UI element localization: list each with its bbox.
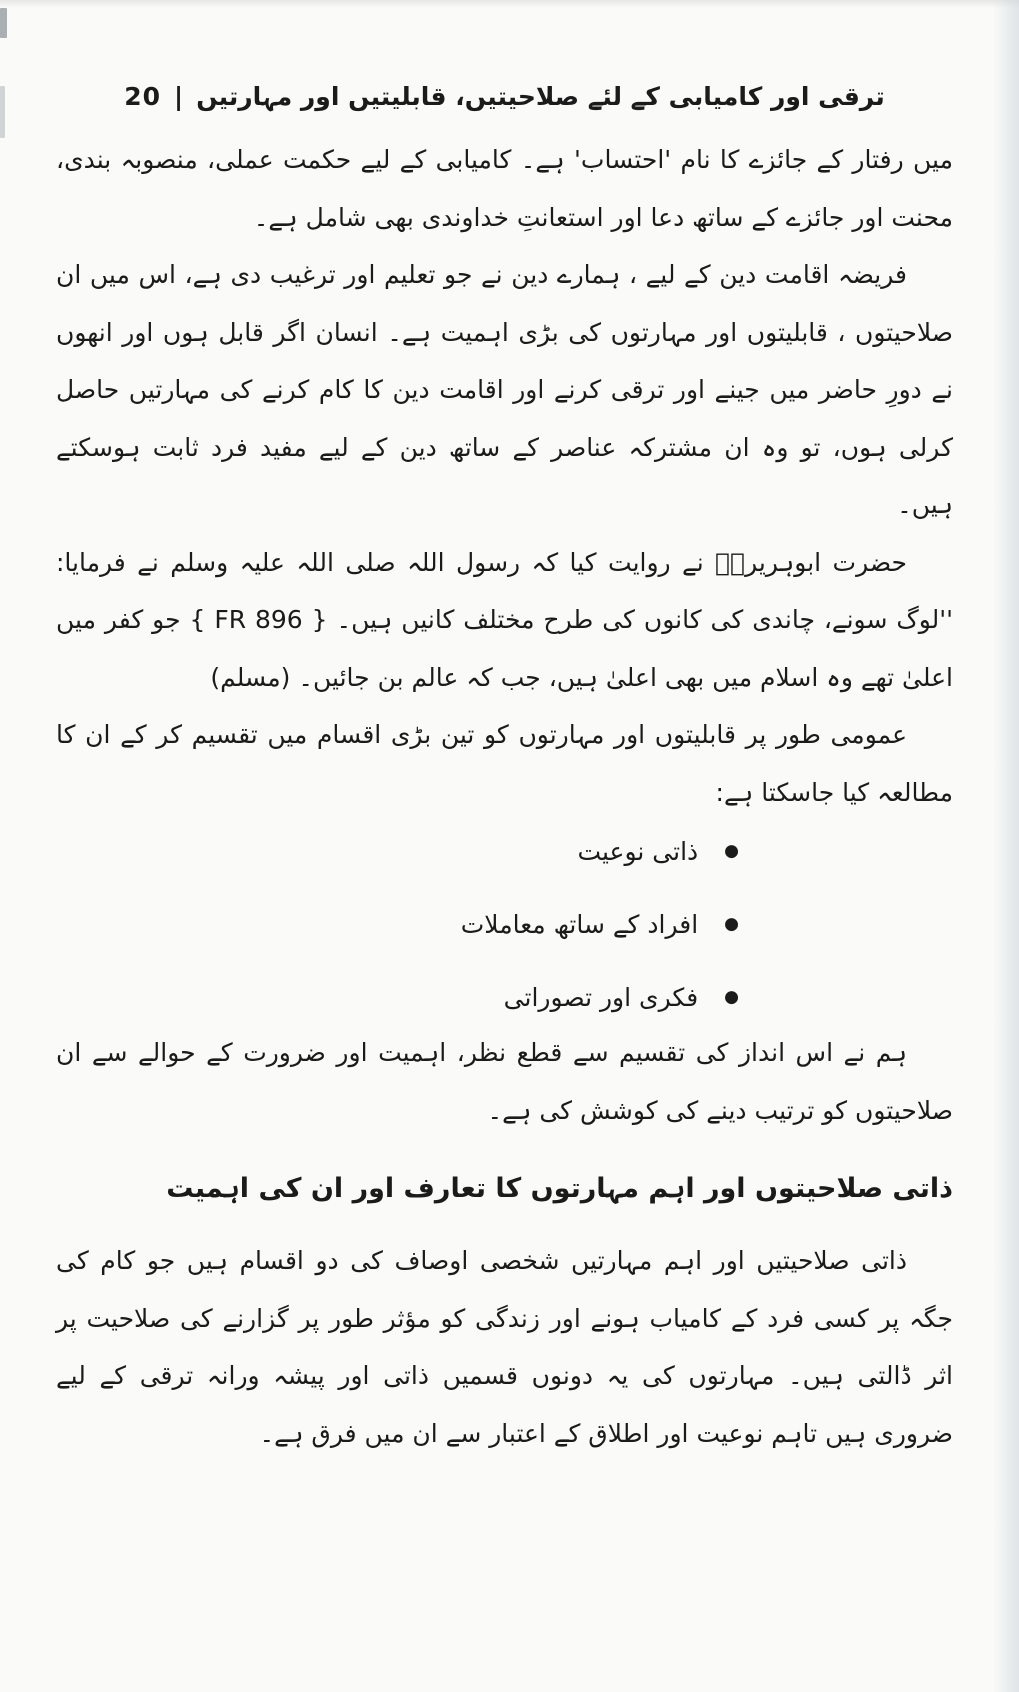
scan-mark-top-left [0, 8, 7, 38]
paragraph-arrangement-note: ہم نے اس انداز کی تقسیم سے قطع نظر، اہمیت اور ضرورت کے حوالے سے ان صلاحیتوں کو ترتیب دینے کی کوشش کی ہے۔ [56, 1038, 953, 1125]
scan-edge-right-artifact [993, 0, 1019, 1692]
scan-edge-top-artifact [0, 0, 1019, 8]
category-bullet-list [56, 837, 953, 1012]
list-item-label: فکری اور تصوراتی [503, 983, 699, 1012]
list-item-conceptual [56, 983, 739, 1012]
list-item-personal [56, 837, 739, 866]
paragraph-three-categories: عمومی طور پر قابلیتوں اور مہارتوں کو تین بڑی اقسام میں تقسیم کر کے ان کا مطالعہ کیا جاسکتا ہے: [56, 720, 953, 807]
header-separator: | [174, 82, 184, 111]
bullet-dot-icon: ● [724, 914, 739, 934]
page-number: 20 [124, 82, 162, 111]
bullet-dot-icon: ● [724, 841, 739, 861]
section-heading: ذاتی صلاحیتوں اور اہم مہارتوں کا تعارف اور ان کی اہمیت [166, 1173, 953, 1204]
bullet-dot-icon: ● [724, 987, 739, 1007]
paragraph-hadith: حضرت ابوہریرہؓ نے روایت کیا کہ رسول اللہ صلی اللہ علیہ وسلم نے فرمایا: ''لوگ سونے، چاندی کی کانوں کی طرح مختلف کانیں ہیں۔ { FR 896 } جو کفر میں اعلیٰ تھے وہ اسلام میں بھی اعلیٰ ہیں، جب کہ عالم بن جائیں۔ (مسلم) [56, 547, 953, 692]
running-title: ترقی اور کامیابی کے لئے صلاحیتیں، قابلیتیں اور مہارتیں [196, 82, 885, 111]
list-item-label: افراد کے ساتھ معاملات [460, 910, 699, 939]
page-header [56, 82, 953, 111]
list-item-interpersonal [56, 910, 739, 939]
page-content [56, 82, 953, 1462]
paragraph-continuation: میں رفتار کے جائزے کا نام 'احتساب' ہے۔ کامیابی کے لیے حکمت عملی، منصوبہ بندی، محنت اور جائزے کے ساتھ دعا اور استعانتِ خداوندی بھی شامل ہے۔ [56, 145, 953, 232]
scan-mark-left [0, 86, 5, 138]
paragraph-section-intro: ذاتی صلاحیتیں اور اہم مہارتیں شخصی اوصاف کی دو اقسام ہیں جو کام کی جگہ پر کسی فرد کے کامیاب ہونے اور زندگی کو مؤثر طور پر گزارنے کی صلاحیت پر اثر ڈالتی ہیں۔ مہارتوں کی یہ دونوں قسمیں ذاتی اور پیشہ ورانہ ترقی کے لیے ضروری ہیں تاہم نوعیت اور اطلاق کے اعتبار سے ان میں فرق ہے۔ [56, 1246, 953, 1448]
list-item-label: ذاتی نوعیت [577, 837, 699, 866]
paragraph-iqamat-deen: فریضہ اقامت دین کے لیے ، ہمارے دین نے جو تعلیم اور ترغیب دی ہے، اس میں ان صلاحیتوں ، قابلیتوں اور مہارتوں کی بڑی اہمیت ہے۔ انسان اگر قابل ہوں اور انھوں نے دورِ حاضر میں جینے اور ترقی کرنے اور اقامت دین کا کام کرنے کی مہارتیں حاصل کرلی ہوں، تو وہ ان مشترکہ عناصر کے ساتھ دین کے لیے مفید فرد ثابت ہوسکتے ہیں۔ [56, 260, 953, 519]
